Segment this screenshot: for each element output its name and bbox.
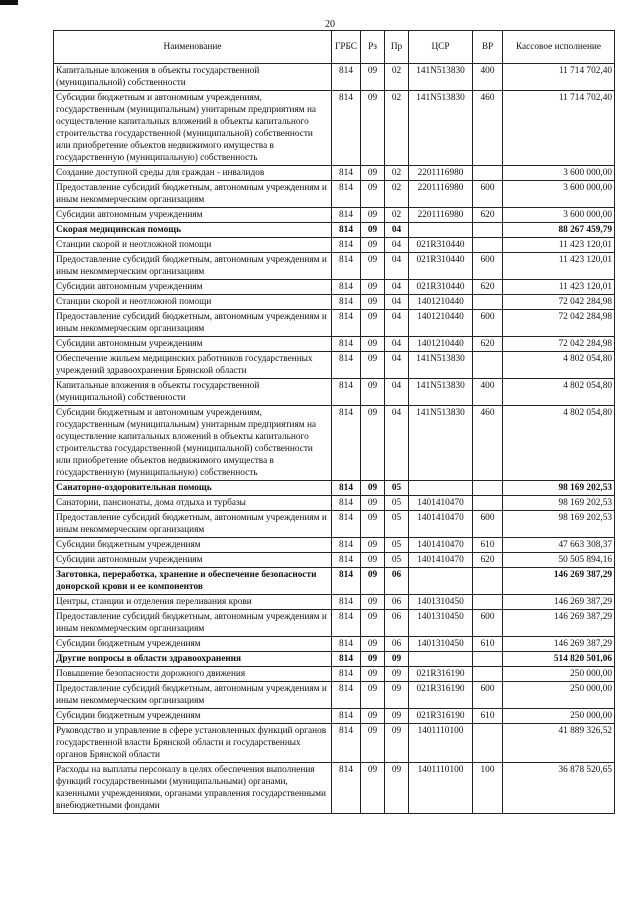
cell-rz: 09	[361, 208, 385, 223]
cell-vr	[473, 724, 503, 763]
cell-vr	[473, 352, 503, 379]
table-row	[54, 64, 615, 91]
table-row	[54, 337, 615, 352]
cell-vr	[473, 166, 503, 181]
cell-pr: 04	[385, 295, 409, 310]
cell-name: Повышение безопасности дорожного движения	[54, 667, 332, 682]
cell-csr: 1401210440	[409, 310, 473, 337]
table-row	[54, 238, 615, 253]
cell-csr: 141N513830	[409, 64, 473, 91]
page-number: 20	[325, 19, 335, 30]
table-row	[54, 91, 615, 166]
cell-csr: 021R316190	[409, 709, 473, 724]
cell-pr: 02	[385, 91, 409, 166]
cell-rz: 09	[361, 652, 385, 667]
cell-rz: 09	[361, 295, 385, 310]
cell-name: Предоставление субсидий бюджетным, автономным учреждениям и иным некоммерческим организациям	[54, 511, 332, 538]
header-pr: Пр	[385, 31, 409, 64]
cell-csr	[409, 481, 473, 496]
cell-name: Скорая медицинская помощь	[54, 223, 332, 238]
cell-vr: 620	[473, 208, 503, 223]
cell-vr: 600	[473, 682, 503, 709]
cell-amount: 4 802 054,80	[503, 406, 615, 481]
cell-grbs: 814	[332, 310, 361, 337]
header-csr: ЦСР	[409, 31, 473, 64]
table-section-row	[54, 481, 615, 496]
cell-vr	[473, 595, 503, 610]
cell-rz: 09	[361, 511, 385, 538]
cell-amount: 146 269 387,29	[503, 595, 615, 610]
cell-amount: 4 802 054,80	[503, 352, 615, 379]
cell-amount: 47 663 308,37	[503, 538, 615, 553]
cell-csr: 1401110100	[409, 763, 473, 814]
cell-csr: 2201116980	[409, 181, 473, 208]
cell-pr: 04	[385, 238, 409, 253]
cell-rz: 09	[361, 538, 385, 553]
cell-amount: 11 714 702,40	[503, 91, 615, 166]
cell-rz: 09	[361, 337, 385, 352]
cell-name: Капитальные вложения в объекты государственной (муниципальной) собственности	[54, 379, 332, 406]
cell-amount: 98 169 202,53	[503, 496, 615, 511]
cell-pr: 05	[385, 511, 409, 538]
cell-name: Санаторно-оздоровительная помощь	[54, 481, 332, 496]
table-header-row	[54, 31, 615, 64]
cell-grbs: 814	[332, 553, 361, 568]
cell-vr: 600	[473, 610, 503, 637]
cell-name: Субсидии бюджетным учреждениям	[54, 637, 332, 652]
cell-rz: 09	[361, 682, 385, 709]
cell-amount: 146 269 387,29	[503, 637, 615, 652]
header-name: Наименование	[54, 31, 332, 64]
cell-amount: 88 267 459,79	[503, 223, 615, 238]
cell-pr: 04	[385, 223, 409, 238]
cell-amount: 146 269 387,29	[503, 568, 615, 595]
cell-csr: 2201116980	[409, 166, 473, 181]
cell-csr: 1401410470	[409, 511, 473, 538]
cell-vr	[473, 496, 503, 511]
cell-pr: 05	[385, 481, 409, 496]
table-section-row	[54, 568, 615, 595]
cell-amount: 250 000,00	[503, 682, 615, 709]
cell-grbs: 814	[332, 682, 361, 709]
cell-name: Заготовка, переработка, хранение и обеспечение безопасности донорской крови и ее компонентов	[54, 568, 332, 595]
cell-csr: 1401410470	[409, 496, 473, 511]
cell-name: Предоставление субсидий бюджетным, автономным учреждениям и иным некоммерческим организациям	[54, 682, 332, 709]
cell-grbs: 814	[332, 667, 361, 682]
table-row	[54, 379, 615, 406]
cell-amount: 3 600 000,00	[503, 166, 615, 181]
cell-name: Станции скорой и неотложной помощи	[54, 295, 332, 310]
cell-csr: 1401410470	[409, 553, 473, 568]
table-row	[54, 496, 615, 511]
cell-pr: 06	[385, 568, 409, 595]
table-row	[54, 553, 615, 568]
cell-vr: 460	[473, 91, 503, 166]
cell-vr: 400	[473, 379, 503, 406]
cell-amount: 11 423 120,01	[503, 253, 615, 280]
cell-vr: 400	[473, 64, 503, 91]
cell-name: Субсидии бюджетным учреждениям	[54, 538, 332, 553]
table-section-row	[54, 652, 615, 667]
cell-rz: 09	[361, 253, 385, 280]
header-grbs: ГРБС	[332, 31, 361, 64]
cell-rz: 09	[361, 667, 385, 682]
cell-rz: 09	[361, 481, 385, 496]
cell-amount: 3 600 000,00	[503, 208, 615, 223]
cell-grbs: 814	[332, 496, 361, 511]
cell-rz: 09	[361, 763, 385, 814]
cell-pr: 02	[385, 64, 409, 91]
cell-vr: 100	[473, 763, 503, 814]
cell-rz: 09	[361, 496, 385, 511]
cell-csr: 1401310450	[409, 595, 473, 610]
cell-grbs: 814	[332, 280, 361, 295]
cell-name: Субсидии автономным учреждениям	[54, 553, 332, 568]
cell-vr	[473, 295, 503, 310]
cell-rz: 09	[361, 637, 385, 652]
cell-pr: 04	[385, 253, 409, 280]
cell-rz: 09	[361, 568, 385, 595]
cell-vr: 610	[473, 538, 503, 553]
cell-csr: 1401310450	[409, 610, 473, 637]
cell-csr: 141N513830	[409, 352, 473, 379]
cell-amount: 50 505 894,16	[503, 553, 615, 568]
cell-csr: 021R310440	[409, 238, 473, 253]
cell-amount: 250 000,00	[503, 709, 615, 724]
cell-grbs: 814	[332, 763, 361, 814]
cell-pr: 09	[385, 682, 409, 709]
table-row	[54, 709, 615, 724]
cell-rz: 09	[361, 724, 385, 763]
cell-name: Санатории, пансионаты, дома отдыха и турбазы	[54, 496, 332, 511]
cell-amount: 3 600 000,00	[503, 181, 615, 208]
cell-name: Обеспечение жильем медицинских работников государственных учреждений здравоохранения Брянской области	[54, 352, 332, 379]
table-row	[54, 295, 615, 310]
cell-pr: 06	[385, 595, 409, 610]
cell-name: Создание доступной среды для граждан - инвалидов	[54, 166, 332, 181]
cell-csr	[409, 568, 473, 595]
cell-vr: 620	[473, 337, 503, 352]
cell-rz: 09	[361, 280, 385, 295]
table-row	[54, 253, 615, 280]
cell-csr: 1401410470	[409, 538, 473, 553]
cell-grbs: 814	[332, 91, 361, 166]
cell-grbs: 814	[332, 253, 361, 280]
cell-csr: 141N513830	[409, 406, 473, 481]
cell-csr: 1401310450	[409, 637, 473, 652]
cell-grbs: 814	[332, 238, 361, 253]
header-amount: Кассовое исполнение	[503, 31, 615, 64]
table-row	[54, 610, 615, 637]
cell-name: Руководство и управление в сфере установленных функций органов государственной власти Брянской области и государственных органов Брянской области	[54, 724, 332, 763]
cell-vr: 600	[473, 181, 503, 208]
cell-vr	[473, 652, 503, 667]
cell-grbs: 814	[332, 709, 361, 724]
cell-rz: 09	[361, 64, 385, 91]
cell-pr: 05	[385, 496, 409, 511]
cell-csr	[409, 223, 473, 238]
cell-rz: 09	[361, 238, 385, 253]
cell-pr: 05	[385, 538, 409, 553]
cell-rz: 09	[361, 553, 385, 568]
cell-name: Субсидии бюджетным учреждениям	[54, 709, 332, 724]
cell-grbs: 814	[332, 352, 361, 379]
cell-grbs: 814	[332, 652, 361, 667]
cell-pr: 09	[385, 724, 409, 763]
cell-rz: 09	[361, 379, 385, 406]
cell-pr: 02	[385, 181, 409, 208]
cell-rz: 09	[361, 709, 385, 724]
cell-grbs: 814	[332, 64, 361, 91]
cell-rz: 09	[361, 181, 385, 208]
cell-grbs: 814	[332, 208, 361, 223]
cell-name: Субсидии бюджетным и автономным учреждениям, государственным (муниципальным) унитарным предприятиям на осуществление капитальных вложений в объекты капитального строительства государственной (муниципальной) собственности или приобретение объектов недвижимого имущества в государственную (муниципальную) собственность	[54, 406, 332, 481]
cell-name: Предоставление субсидий бюджетным, автономным учреждениям и иным некоммерческим организациям	[54, 310, 332, 337]
cell-name: Центры, станции и отделения переливания крови	[54, 595, 332, 610]
cell-name: Субсидии автономным учреждениям	[54, 208, 332, 223]
cell-csr: 1401110100	[409, 724, 473, 763]
cell-pr: 04	[385, 406, 409, 481]
cell-name: Субсидии автономным учреждениям	[54, 280, 332, 295]
table-row	[54, 682, 615, 709]
table-row	[54, 208, 615, 223]
cell-pr: 06	[385, 610, 409, 637]
cell-amount: 36 878 520,65	[503, 763, 615, 814]
cell-name: Предоставление субсидий бюджетным, автономным учреждениям и иным некоммерческим организациям	[54, 610, 332, 637]
cell-csr: 021R316190	[409, 682, 473, 709]
cell-grbs: 814	[332, 181, 361, 208]
scan-corner-mark	[0, 0, 18, 5]
cell-pr: 04	[385, 280, 409, 295]
cell-pr: 09	[385, 667, 409, 682]
cell-csr: 021R316190	[409, 667, 473, 682]
cell-amount: 146 269 387,29	[503, 610, 615, 637]
cell-csr: 141N513830	[409, 379, 473, 406]
cell-grbs: 814	[332, 379, 361, 406]
cell-vr	[473, 223, 503, 238]
cell-vr	[473, 238, 503, 253]
cell-vr: 460	[473, 406, 503, 481]
cell-pr: 04	[385, 310, 409, 337]
table-row	[54, 310, 615, 337]
cell-grbs: 814	[332, 595, 361, 610]
table-row	[54, 538, 615, 553]
cell-grbs: 814	[332, 406, 361, 481]
table-body	[54, 64, 615, 814]
cell-rz: 09	[361, 352, 385, 379]
cell-vr	[473, 667, 503, 682]
table-row	[54, 181, 615, 208]
table-row	[54, 280, 615, 295]
cell-csr: 141N513830	[409, 91, 473, 166]
cell-rz: 09	[361, 310, 385, 337]
cell-name: Предоставление субсидий бюджетным, автономным учреждениям и иным некоммерческим организациям	[54, 253, 332, 280]
cell-grbs: 814	[332, 511, 361, 538]
table-row	[54, 667, 615, 682]
cell-pr: 04	[385, 352, 409, 379]
cell-grbs: 814	[332, 223, 361, 238]
cell-grbs: 814	[332, 637, 361, 652]
cell-name: Капитальные вложения в объекты государственной (муниципальной) собственности	[54, 64, 332, 91]
cell-amount: 250 000,00	[503, 667, 615, 682]
cell-pr: 06	[385, 637, 409, 652]
table-row	[54, 166, 615, 181]
cell-vr: 620	[473, 553, 503, 568]
cell-name: Субсидии бюджетным и автономным учреждениям, государственным (муниципальным) унитарным предприятиям на осуществление капитальных вложений в объекты капитального строительства государственной (муниципальной) собственности или приобретение объектов недвижимого имущества в государственную (муниципальную) собственность	[54, 91, 332, 166]
cell-pr: 02	[385, 166, 409, 181]
cell-vr: 600	[473, 310, 503, 337]
cell-grbs: 814	[332, 337, 361, 352]
cell-csr: 2201116980	[409, 208, 473, 223]
cell-grbs: 814	[332, 724, 361, 763]
header-vr: ВР	[473, 31, 503, 64]
cell-amount: 72 042 284,98	[503, 295, 615, 310]
cell-pr: 02	[385, 208, 409, 223]
cell-csr: 021R310440	[409, 280, 473, 295]
cell-vr	[473, 481, 503, 496]
header-rz: Рз	[361, 31, 385, 64]
cell-rz: 09	[361, 91, 385, 166]
cell-name: Другие вопросы в области здравоохранения	[54, 652, 332, 667]
cell-grbs: 814	[332, 166, 361, 181]
cell-amount: 514 820 501,06	[503, 652, 615, 667]
cell-rz: 09	[361, 223, 385, 238]
cell-grbs: 814	[332, 295, 361, 310]
table-row	[54, 637, 615, 652]
cell-rz: 09	[361, 610, 385, 637]
cell-csr: 1401210440	[409, 295, 473, 310]
table-row	[54, 763, 615, 814]
cell-name: Станции скорой и неотложной помощи	[54, 238, 332, 253]
cell-amount: 72 042 284,98	[503, 310, 615, 337]
cell-amount: 72 042 284,98	[503, 337, 615, 352]
table-row	[54, 352, 615, 379]
cell-vr: 600	[473, 253, 503, 280]
cell-rz: 09	[361, 166, 385, 181]
cell-amount: 11 423 120,01	[503, 238, 615, 253]
cell-csr	[409, 652, 473, 667]
cell-rz: 09	[361, 406, 385, 481]
cell-name: Расходы на выплаты персоналу в целях обеспечения выполнения функций государственными (муниципальными) органами, казенными учреждениями, органами управления государственными внебюджетными фондами	[54, 763, 332, 814]
cell-vr: 620	[473, 280, 503, 295]
cell-vr: 600	[473, 511, 503, 538]
cell-amount: 98 169 202,53	[503, 511, 615, 538]
table-section-row	[54, 223, 615, 238]
cell-amount: 41 889 326,52	[503, 724, 615, 763]
cell-rz: 09	[361, 595, 385, 610]
budget-table	[53, 30, 615, 814]
cell-vr: 610	[473, 709, 503, 724]
table-row	[54, 406, 615, 481]
cell-grbs: 814	[332, 610, 361, 637]
cell-name: Субсидии автономным учреждениям	[54, 337, 332, 352]
cell-amount: 11 423 120,01	[503, 280, 615, 295]
cell-amount: 98 169 202,53	[503, 481, 615, 496]
table-row	[54, 724, 615, 763]
cell-pr: 09	[385, 652, 409, 667]
cell-pr: 04	[385, 379, 409, 406]
cell-pr: 04	[385, 337, 409, 352]
cell-vr: 610	[473, 637, 503, 652]
table-row	[54, 595, 615, 610]
cell-pr: 09	[385, 763, 409, 814]
cell-name: Предоставление субсидий бюджетным, автономным учреждениям и иным некоммерческим организациям	[54, 181, 332, 208]
cell-pr: 09	[385, 709, 409, 724]
cell-grbs: 814	[332, 568, 361, 595]
table-row	[54, 511, 615, 538]
cell-csr: 021R310440	[409, 253, 473, 280]
cell-amount: 11 714 702,40	[503, 64, 615, 91]
cell-csr: 1401210440	[409, 337, 473, 352]
cell-pr: 05	[385, 553, 409, 568]
cell-grbs: 814	[332, 481, 361, 496]
cell-vr	[473, 568, 503, 595]
cell-grbs: 814	[332, 538, 361, 553]
cell-amount: 4 802 054,80	[503, 379, 615, 406]
